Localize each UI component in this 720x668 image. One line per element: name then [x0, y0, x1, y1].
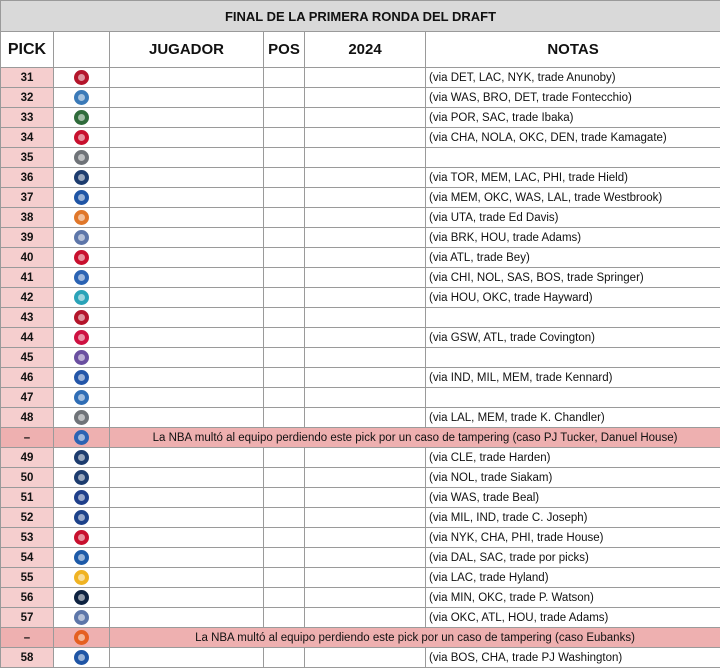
pick-number: 38	[1, 208, 54, 228]
pistons-logo-icon	[74, 530, 89, 545]
year-cell	[305, 488, 426, 508]
pick-number: 40	[1, 248, 54, 268]
team-logo-cell	[54, 488, 110, 508]
pos-cell	[264, 308, 305, 328]
pos-cell	[264, 368, 305, 388]
table-row	[1, 468, 720, 488]
table-row	[1, 108, 720, 128]
notes-cell: (via LAC, trade Hyland)	[426, 568, 720, 588]
pos-cell	[264, 508, 305, 528]
player-cell	[110, 448, 264, 468]
player-cell	[110, 528, 264, 548]
pick-number: 41	[1, 268, 54, 288]
hawks-logo-icon	[74, 250, 89, 265]
player-cell	[110, 248, 264, 268]
pick-number: 34	[1, 128, 54, 148]
team-logo-cell	[54, 368, 110, 388]
table-row	[1, 88, 720, 108]
table-body	[1, 68, 720, 668]
team-logo-cell	[54, 348, 110, 368]
year-cell	[305, 568, 426, 588]
table-row	[1, 588, 720, 608]
team-logo-cell	[54, 608, 110, 628]
player-cell	[110, 288, 264, 308]
spurs-logo-icon	[74, 410, 89, 425]
notes-cell: (via GSW, ATL, trade Covington)	[426, 328, 720, 348]
pick-number: 56	[1, 588, 54, 608]
team-logo-cell	[54, 328, 110, 348]
notes-cell: (via NYK, CHA, PHI, trade House)	[426, 528, 720, 548]
table-row	[1, 148, 720, 168]
nuggets-logo-icon	[74, 590, 89, 605]
team-logo-cell	[54, 628, 110, 648]
team-logo-cell	[54, 468, 110, 488]
notes-cell: (via HOU, OKC, trade Hayward)	[426, 288, 720, 308]
team-logo-cell	[54, 88, 110, 108]
team-logo-cell	[54, 288, 110, 308]
header-player: JUGADOR	[110, 32, 264, 68]
player-cell	[110, 348, 264, 368]
table-row	[1, 328, 720, 348]
pos-cell	[264, 248, 305, 268]
team-logo-cell	[54, 448, 110, 468]
year-cell	[305, 88, 426, 108]
pos-cell	[264, 608, 305, 628]
pick-number: 43	[1, 308, 54, 328]
mavericks-logo-icon	[74, 190, 89, 205]
player-cell	[110, 608, 264, 628]
team-logo-cell	[54, 228, 110, 248]
pick-number: –	[1, 628, 54, 648]
spurs-logo-icon	[74, 150, 89, 165]
player-cell	[110, 548, 264, 568]
year-cell	[305, 508, 426, 528]
heat-logo-icon	[74, 310, 89, 325]
year-cell	[305, 288, 426, 308]
notes-cell	[426, 388, 720, 408]
pos-cell	[264, 468, 305, 488]
year-cell	[305, 168, 426, 188]
penalty-note: La NBA multó al equipo perdiendo este pick por un caso de tampering (caso Eubanks)	[110, 628, 720, 648]
notes-cell: (via UTA, trade Ed Davis)	[426, 208, 720, 228]
header-pos: POS	[264, 32, 305, 68]
player-cell	[110, 128, 264, 148]
magic-logo-icon	[74, 390, 89, 405]
pistons-logo-icon	[74, 550, 89, 565]
pick-number: 32	[1, 88, 54, 108]
notes-cell: (via WAS, trade Beal)	[426, 488, 720, 508]
notes-cell: (via TOR, MEM, LAC, PHI, trade Hield)	[426, 168, 720, 188]
pick-number: 42	[1, 288, 54, 308]
player-cell	[110, 388, 264, 408]
table-row	[1, 648, 720, 668]
notes-cell: (via DET, LAC, NYK, trade Anunoby)	[426, 68, 720, 88]
notes-cell: (via OKC, ATL, HOU, trade Adams)	[426, 608, 720, 628]
year-cell	[305, 248, 426, 268]
pick-number: 51	[1, 488, 54, 508]
pick-number: 48	[1, 408, 54, 428]
team-logo-cell	[54, 548, 110, 568]
team-logo-cell	[54, 648, 110, 668]
notes-cell: (via CHI, NOL, SAS, BOS, trade Springer)	[426, 268, 720, 288]
pos-cell	[264, 588, 305, 608]
pos-cell	[264, 168, 305, 188]
pick-number: 57	[1, 608, 54, 628]
bucks-logo-icon	[74, 110, 89, 125]
player-cell	[110, 568, 264, 588]
player-cell	[110, 488, 264, 508]
penalty-row	[1, 428, 720, 448]
year-cell	[305, 448, 426, 468]
year-cell	[305, 308, 426, 328]
warriors-logo-icon	[74, 510, 89, 525]
table-row	[1, 388, 720, 408]
mavericks-logo-icon	[74, 650, 89, 665]
year-cell	[305, 528, 426, 548]
notes-cell: (via POR, SAC, trade Ibaka)	[426, 108, 720, 128]
player-cell	[110, 168, 264, 188]
table-row	[1, 208, 720, 228]
notes-cell	[426, 348, 720, 368]
table-row	[1, 448, 720, 468]
penalty-row	[1, 628, 720, 648]
table-row	[1, 228, 720, 248]
pos-cell	[264, 568, 305, 588]
pos-cell	[264, 388, 305, 408]
jazz-logo-icon	[74, 90, 89, 105]
table-row	[1, 508, 720, 528]
player-cell	[110, 648, 264, 668]
player-cell	[110, 188, 264, 208]
team-logo-cell	[54, 408, 110, 428]
knicks-logo-icon	[74, 210, 89, 225]
pick-number: 55	[1, 568, 54, 588]
notes-cell: (via CHA, NOLA, OKC, DEN, trade Kamagate)	[426, 128, 720, 148]
team-logo-cell	[54, 428, 110, 448]
pick-number: 35	[1, 148, 54, 168]
team-logo-cell	[54, 588, 110, 608]
table-row	[1, 368, 720, 388]
pick-number: 44	[1, 328, 54, 348]
table-row	[1, 248, 720, 268]
pick-number: 49	[1, 448, 54, 468]
player-cell	[110, 508, 264, 528]
header-year: 2024	[305, 32, 426, 68]
pos-cell	[264, 208, 305, 228]
pos-cell	[264, 648, 305, 668]
pos-cell	[264, 268, 305, 288]
table-row	[1, 568, 720, 588]
76ers-logo-icon	[74, 430, 89, 445]
table-row	[1, 168, 720, 188]
year-cell	[305, 388, 426, 408]
year-cell	[305, 608, 426, 628]
header-pick: PICK	[1, 32, 54, 68]
player-cell	[110, 68, 264, 88]
player-cell	[110, 228, 264, 248]
year-cell	[305, 548, 426, 568]
team-logo-cell	[54, 188, 110, 208]
table-row	[1, 268, 720, 288]
year-cell	[305, 328, 426, 348]
player-cell	[110, 468, 264, 488]
pos-cell	[264, 228, 305, 248]
team-logo-cell	[54, 528, 110, 548]
year-cell	[305, 208, 426, 228]
team-logo-cell	[54, 508, 110, 528]
notes-cell: (via IND, MIL, MEM, trade Kennard)	[426, 368, 720, 388]
notes-cell: (via BRK, HOU, trade Adams)	[426, 228, 720, 248]
team-logo-cell	[54, 208, 110, 228]
team-logo-cell	[54, 108, 110, 128]
hornets-logo-icon	[74, 290, 89, 305]
pos-cell	[264, 448, 305, 468]
pick-number: 58	[1, 648, 54, 668]
notes-cell: (via CLE, trade Harden)	[426, 448, 720, 468]
player-cell	[110, 588, 264, 608]
player-cell	[110, 108, 264, 128]
header-row	[1, 32, 720, 68]
pos-cell	[264, 348, 305, 368]
year-cell	[305, 128, 426, 148]
suns-logo-icon	[74, 630, 89, 645]
player-cell	[110, 368, 264, 388]
lakers-logo-icon	[74, 570, 89, 585]
player-cell	[110, 308, 264, 328]
rockets-logo-icon	[74, 330, 89, 345]
pos-cell	[264, 68, 305, 88]
team-logo-cell	[54, 248, 110, 268]
team-logo-cell	[54, 148, 110, 168]
table-row	[1, 188, 720, 208]
kings-logo-icon	[74, 350, 89, 365]
pacers-logo-icon	[74, 470, 89, 485]
year-cell	[305, 68, 426, 88]
pacers-logo-icon	[74, 450, 89, 465]
table-row	[1, 408, 720, 428]
notes-cell: (via LAL, MEM, trade K. Chandler)	[426, 408, 720, 428]
clippers-logo-icon	[74, 370, 89, 385]
team-logo-cell	[54, 388, 110, 408]
pick-number: 50	[1, 468, 54, 488]
pacers-logo-icon	[74, 170, 89, 185]
notes-cell	[426, 148, 720, 168]
year-cell	[305, 368, 426, 388]
table-row	[1, 308, 720, 328]
blazers-logo-icon	[74, 130, 89, 145]
pick-number: 52	[1, 508, 54, 528]
pos-cell	[264, 488, 305, 508]
notes-cell: (via ATL, trade Bey)	[426, 248, 720, 268]
player-cell	[110, 408, 264, 428]
notes-cell: (via MIL, IND, trade C. Joseph)	[426, 508, 720, 528]
pos-cell	[264, 408, 305, 428]
year-cell	[305, 648, 426, 668]
player-cell	[110, 88, 264, 108]
grizzlies-logo-icon	[74, 230, 89, 245]
player-cell	[110, 148, 264, 168]
player-cell	[110, 328, 264, 348]
year-cell	[305, 348, 426, 368]
pos-cell	[264, 188, 305, 208]
year-cell	[305, 268, 426, 288]
team-logo-cell	[54, 68, 110, 88]
pos-cell	[264, 288, 305, 308]
pick-number: 33	[1, 108, 54, 128]
penalty-note: La NBA multó al equipo perdiendo este pick por un caso de tampering (caso PJ Tucker, Danuel House)	[110, 428, 720, 448]
year-cell	[305, 148, 426, 168]
year-cell	[305, 408, 426, 428]
year-cell	[305, 188, 426, 208]
table-row	[1, 288, 720, 308]
pos-cell	[264, 328, 305, 348]
team-logo-cell	[54, 128, 110, 148]
grizzlies-logo-icon	[74, 610, 89, 625]
pos-cell	[264, 528, 305, 548]
notes-cell: (via WAS, BRO, DET, trade Fontecchio)	[426, 88, 720, 108]
pick-number: 53	[1, 528, 54, 548]
team-logo-cell	[54, 168, 110, 188]
year-cell	[305, 108, 426, 128]
header-logo	[54, 32, 110, 68]
year-cell	[305, 588, 426, 608]
notes-cell: (via NOL, trade Siakam)	[426, 468, 720, 488]
notes-cell: (via MIN, OKC, trade P. Watson)	[426, 588, 720, 608]
notes-cell: (via DAL, SAC, trade por picks)	[426, 548, 720, 568]
table-row	[1, 128, 720, 148]
pick-number: 45	[1, 348, 54, 368]
pick-number: –	[1, 428, 54, 448]
notes-cell	[426, 308, 720, 328]
pick-number: 36	[1, 168, 54, 188]
pick-number: 47	[1, 388, 54, 408]
table-row	[1, 348, 720, 368]
pos-cell	[264, 548, 305, 568]
table-row	[1, 548, 720, 568]
year-cell	[305, 228, 426, 248]
table-row	[1, 608, 720, 628]
pos-cell	[264, 88, 305, 108]
table-row	[1, 68, 720, 88]
team-logo-cell	[54, 308, 110, 328]
team-logo-cell	[54, 568, 110, 588]
pick-number: 39	[1, 228, 54, 248]
wizards-logo-icon	[74, 490, 89, 505]
table-row	[1, 528, 720, 548]
notes-cell: (via MEM, OKC, WAS, LAL, trade Westbrook)	[426, 188, 720, 208]
team-logo-cell	[54, 268, 110, 288]
76ers-logo-icon	[74, 270, 89, 285]
pick-number: 54	[1, 548, 54, 568]
notes-cell: (via BOS, CHA, trade PJ Washington)	[426, 648, 720, 668]
pos-cell	[264, 148, 305, 168]
pick-number: 46	[1, 368, 54, 388]
pick-number: 37	[1, 188, 54, 208]
player-cell	[110, 268, 264, 288]
table-title: FINAL DE LA PRIMERA RONDA DEL DRAFT	[1, 1, 720, 32]
raptors-logo-icon	[74, 70, 89, 85]
pos-cell	[264, 108, 305, 128]
title-row	[1, 1, 720, 32]
player-cell	[110, 208, 264, 228]
table-row	[1, 488, 720, 508]
pick-number: 31	[1, 68, 54, 88]
header-notes: NOTAS	[426, 32, 720, 68]
year-cell	[305, 468, 426, 488]
pos-cell	[264, 128, 305, 148]
